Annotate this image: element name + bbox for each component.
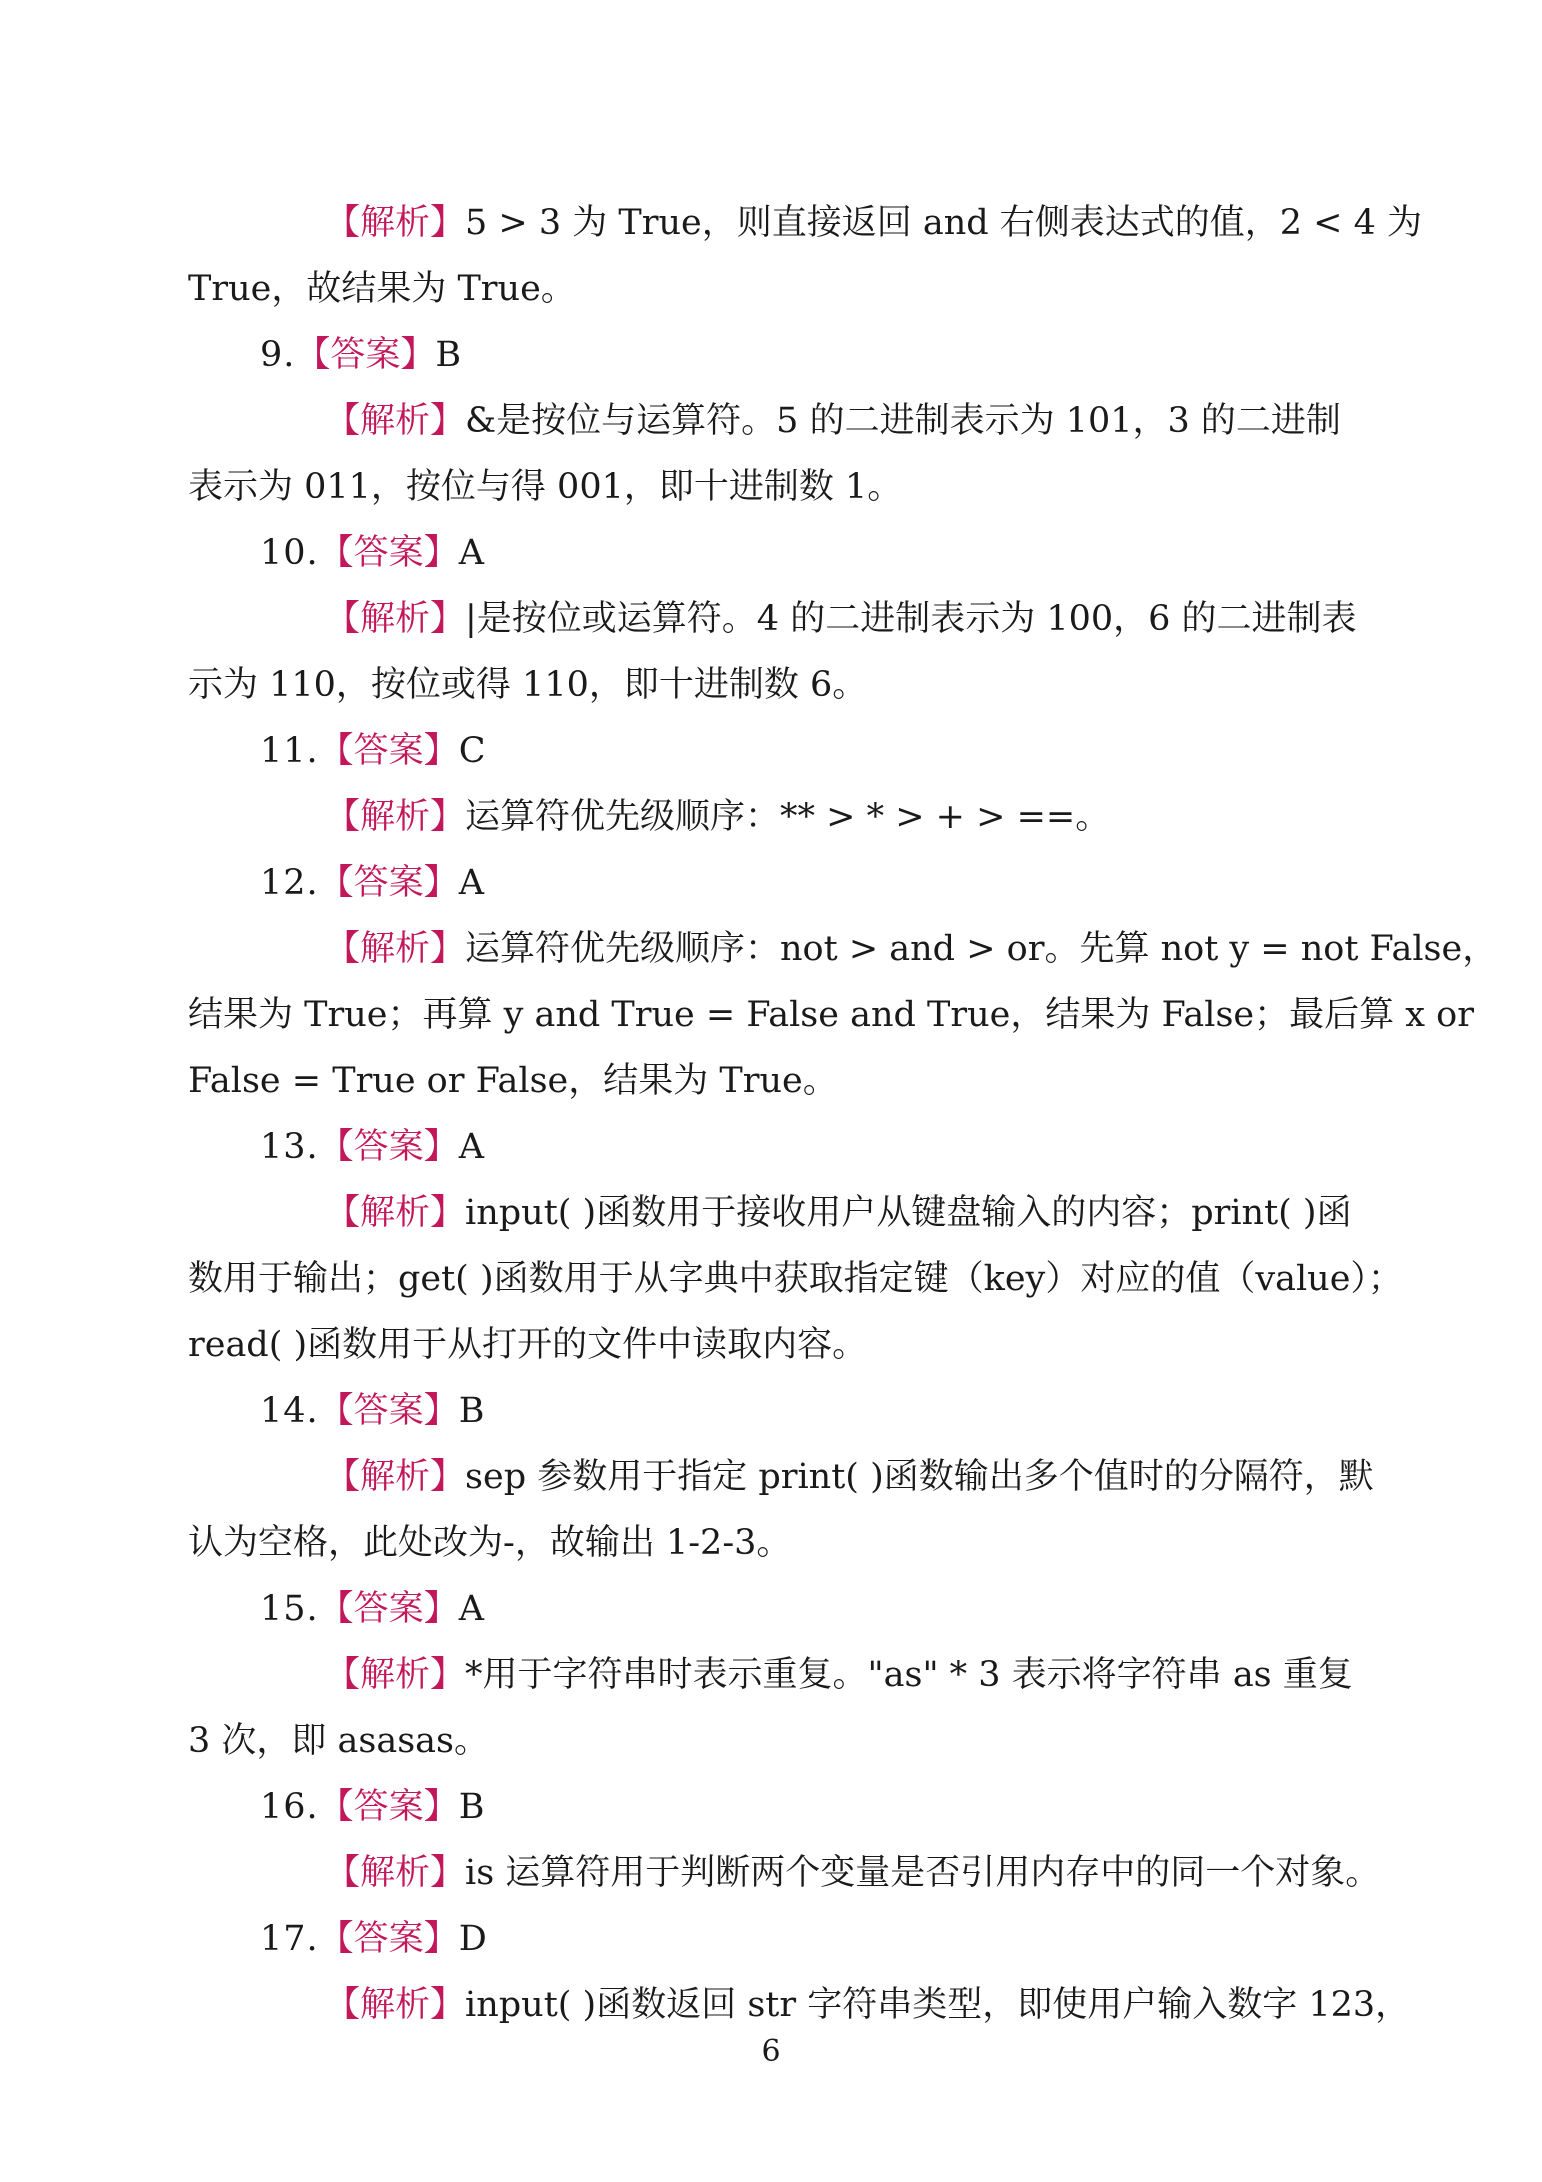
analysis-tag: 【解析】 — [325, 1193, 466, 1233]
answer-line — [188, 1114, 1364, 1180]
continuation-text: 认为空格，此处改为-，故输出 1-2-3。 — [188, 1523, 792, 1563]
page-number: 6 — [761, 2034, 781, 2069]
analysis-text: sep 参数用于指定 print( )函数输出多个值时的分隔符，默 — [465, 1457, 1374, 1497]
answer-value: B — [458, 1391, 485, 1431]
question-number: 13. — [260, 1127, 319, 1167]
answer-line — [188, 1378, 1364, 1444]
analysis-tag: 【解析】 — [325, 203, 466, 243]
continuation-text: read( )函数用于从打开的文件中读取内容。 — [188, 1325, 868, 1365]
question-number: 17. — [260, 1919, 319, 1959]
answer-tag: 【答案】 — [318, 731, 459, 771]
answer-line — [188, 520, 1364, 586]
continuation-text: True，故结果为 True。 — [188, 269, 576, 309]
analysis-text: 运算符优先级顺序：not > and > or。先算 not y = not False， — [465, 929, 1498, 969]
analysis-line — [188, 916, 1498, 982]
answer-tag: 【答案】 — [318, 1787, 459, 1827]
answer-tag: 【答案】 — [318, 1589, 459, 1629]
continuation-text: False = True or False，结果为 True。 — [188, 1061, 838, 1101]
analysis-tag: 【解析】 — [325, 797, 466, 837]
continuation-line — [188, 1048, 1364, 1114]
analysis-tag: 【解析】 — [325, 1853, 466, 1893]
answer-content — [188, 190, 1498, 2038]
continuation-text: 3 次，即 asasas。 — [188, 1721, 490, 1761]
analysis-tag: 【解析】 — [325, 1985, 466, 2025]
answer-tag: 【答案】 — [295, 335, 436, 375]
answer-line — [188, 718, 1364, 784]
answer-tag: 【答案】 — [318, 863, 459, 903]
analysis-text: is 运算符用于判断两个变量是否引用内存中的同一个对象。 — [465, 1853, 1381, 1893]
analysis-text: 5 > 3 为 True，则直接返回 and 右侧表达式的值，2 < 4 为 — [465, 203, 1423, 243]
analysis-line — [188, 1444, 1374, 1510]
continuation-text: 表示为 011，按位与得 001，即十进制数 1。 — [188, 467, 903, 507]
continuation-line — [188, 256, 1364, 322]
analysis-tag: 【解析】 — [325, 401, 466, 441]
analysis-text: &是按位与运算符。5 的二进制表示为 101，3 的二进制 — [465, 401, 1341, 441]
continuation-line — [188, 454, 1364, 520]
answer-tag: 【答案】 — [318, 1919, 459, 1959]
question-number: 9. — [260, 335, 296, 375]
continuation-line — [188, 982, 1474, 1048]
continuation-line — [188, 1510, 1364, 1576]
answer-line — [188, 1906, 1364, 1972]
analysis-line — [188, 1972, 1411, 2038]
analysis-text: 运算符优先级顺序：** > * > + > ==。 — [465, 797, 1111, 837]
answer-value: A — [458, 533, 484, 573]
analysis-tag: 【解析】 — [325, 929, 466, 969]
answer-value: B — [435, 335, 462, 375]
question-number: 14. — [260, 1391, 319, 1431]
analysis-text: input( )函数用于接收用户从键盘输入的内容；print( )函 — [465, 1193, 1352, 1233]
analysis-line — [188, 1180, 1364, 1246]
answer-value: B — [458, 1787, 485, 1827]
continuation-text: 结果为 True；再算 y and True = False and True，结果为 False；最后算 x or — [188, 995, 1474, 1035]
analysis-tag: 【解析】 — [325, 1655, 466, 1695]
question-number: 10. — [260, 533, 319, 573]
answer-line — [188, 322, 1364, 388]
continuation-line — [188, 1708, 1364, 1774]
question-number: 16. — [260, 1787, 319, 1827]
analysis-line — [188, 388, 1364, 454]
answer-tag: 【答案】 — [318, 533, 459, 573]
question-number: 12. — [260, 863, 319, 903]
analysis-tag: 【解析】 — [325, 1457, 466, 1497]
answer-value: A — [458, 1127, 484, 1167]
continuation-line — [188, 1312, 1364, 1378]
question-number: 11. — [260, 731, 319, 771]
answer-value: C — [458, 731, 486, 771]
answer-line — [188, 850, 1364, 916]
analysis-text: *用于字符串时表示重复。"as" * 3 表示将字符串 as 重复 — [465, 1655, 1353, 1695]
analysis-line — [188, 190, 1423, 256]
analysis-line — [188, 1642, 1364, 1708]
answer-tag: 【答案】 — [318, 1391, 459, 1431]
analysis-line — [188, 586, 1364, 652]
continuation-text: 示为 110，按位或得 110，即十进制数 6。 — [188, 665, 868, 705]
answer-value: A — [458, 863, 484, 903]
analysis-line — [188, 1840, 1381, 1906]
continuation-text: 数用于输出；get( )函数用于从字典中获取指定键（key）对应的值（value）； — [188, 1259, 1403, 1299]
analysis-text: input( )函数返回 str 字符串类型，即使用户输入数字 123， — [465, 1985, 1411, 2025]
continuation-line — [188, 652, 1364, 718]
analysis-line — [188, 784, 1364, 850]
analysis-text: |是按位或运算符。4 的二进制表示为 100，6 的二进制表 — [465, 599, 1357, 639]
question-number: 15. — [260, 1589, 319, 1629]
continuation-line — [188, 1246, 1403, 1312]
answer-line — [188, 1774, 1364, 1840]
answer-tag: 【答案】 — [318, 1127, 459, 1167]
answer-value: A — [458, 1589, 484, 1629]
answer-line — [188, 1576, 1364, 1642]
answer-value: D — [458, 1919, 487, 1959]
analysis-tag: 【解析】 — [325, 599, 466, 639]
